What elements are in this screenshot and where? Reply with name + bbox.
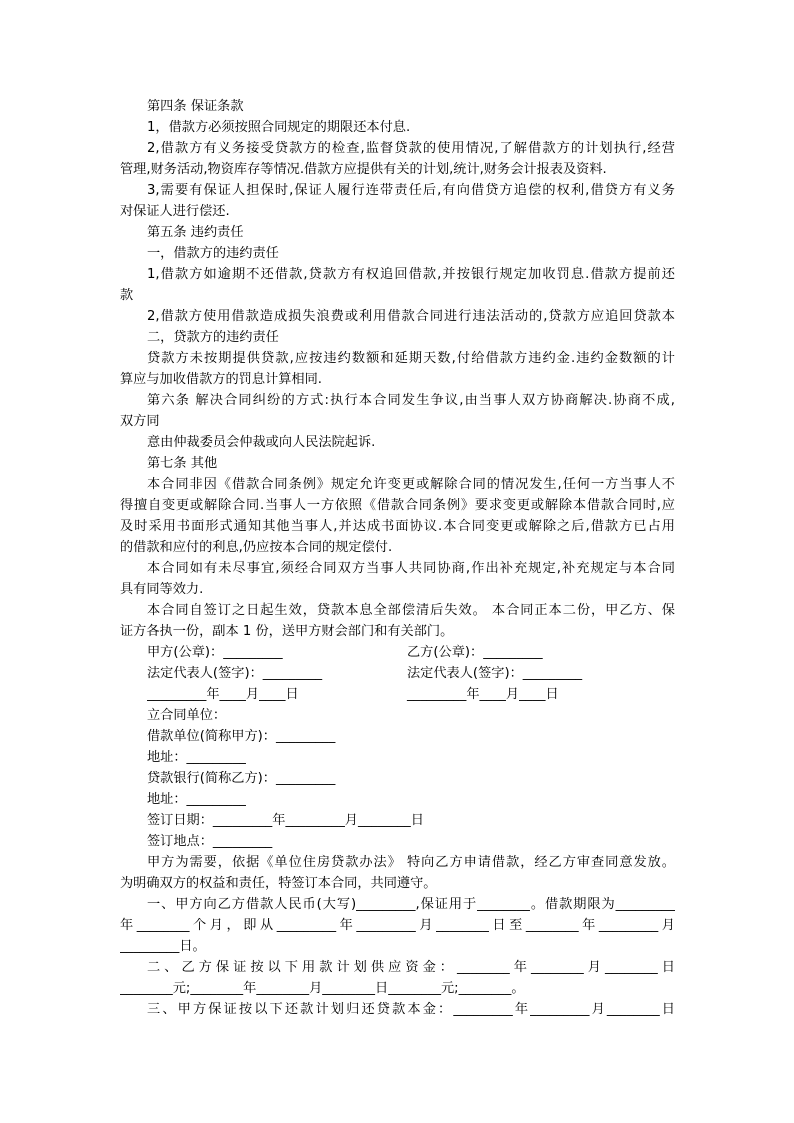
clause-3-line: 三、甲方保证按以下还款计划归还贷款本金：_________年_________月________日 [147,1002,675,1017]
paragraph-line: 及时采用书面形式通知其他当事人,并达成书面协议.本合同变更或解除之后,借款方已占用 [120,519,675,534]
article-6-heading: 第六条 解决合同纠纷的方式:执行本合同发生争议,由当事人双方协商解决.协商不成, [147,393,675,408]
party-a-representative-field: 法定代表人(签字)：_________ [147,666,323,681]
paragraph-line: 1,借款方如逾期不还借款,贷款方有权追回借款,并按银行规定加收罚息.借款方提前还 [147,267,675,282]
paragraph-line: 1，借款方必须按照合同规定的期限还本付息. [147,120,411,135]
paragraph-line: 双方同 [120,414,160,429]
address-field: 地址：_________ [147,792,246,807]
paragraph-line: 甲方为需要，依据《单位住房贷款办法》 特向乙方申请借款，经乙方审查同意发放。 [147,855,675,870]
signing-place-field: 签订地点：_________ [147,834,273,849]
paragraph-line: 3,需要有保证人担保时,保证人履行连带责任后,有向借贷方追偿的权利,借贷方有义务 [147,183,675,198]
paragraph-line: 得擅自变更或解除合同.当事人一方依照《借款合同条例》要求变更或解除本借款合同时,应 [120,498,675,513]
paragraph-line: 贷款方未按期提供贷款,应按违约数额和延期天数,付给借款方违约金.违约金数额的计 [147,351,675,366]
lender-field: 贷款银行(简称乙方)：_________ [147,771,336,786]
paragraph-line: 算应与加收借款方的罚息计算相同. [120,372,323,387]
article-5-heading: 第五条 违约责任 [147,225,244,240]
contract-units-heading: 立合同单位： [147,708,227,723]
section-heading: 一，借款方的违约责任 [147,246,279,261]
signing-date-field: 签订日期：_________年_________月________日 [147,813,424,828]
paragraph-line: 2,借款方使用借款造成损失浪费或利用借款合同进行违法活动的,贷款方应追回贷款本 [147,309,675,324]
clause-1-line: 一、甲方向乙方借款人民币(大写)_________,保证用于________。借款期限为_________ [147,897,675,912]
paragraph-line: 本合同如有未尽事宜,须经合同双方当事人共同协商,作出补充规定,补充规定与本合同 [147,561,675,576]
address-field: 地址：_________ [147,750,246,765]
party-b-date-field: _________年____月____日 [407,687,559,702]
party-a-date-field: _________年____月____日 [147,687,299,702]
paragraph-line: 具有同等效力. [120,582,204,597]
section-heading: 二，贷款方的违约责任 [147,330,279,345]
clause-2-line: 二、乙方保证按以下用款计划供应资金：________年________月________日 [147,960,675,975]
paragraph-line: 的借款和应付的利息,仍应按本合同的规定偿付. [120,540,393,555]
paragraph-line: 款 [120,288,134,303]
paragraph-line: 2,借款方有义务接受贷款方的检查,监督贷款的使用情况,了解借款方的计划执行,经营 [147,141,675,156]
article-7-heading: 第七条 其他 [147,456,218,471]
paragraph-line: 意由仲裁委员会仲裁或向人民法院起诉. [147,435,376,450]
article-4-heading: 第四条 保证条款 [147,99,244,114]
party-b-representative-field: 法定代表人(签字)：_________ [407,666,583,681]
clause-2-line: ________元;________年________月________日________元;________。 [120,981,525,996]
paragraph-line: 为明确双方的权益和责任，特签订本合同，共同遵守。 [120,876,437,891]
party-a-seal-field: 甲方(公章)：_________ [147,645,283,660]
paragraph-line: 本合同自签订之日起生效，贷款本息全部偿清后失效。 本合同正本二份，甲乙方、保 [147,603,675,618]
paragraph-line: 对保证人进行偿还. [120,204,230,219]
party-b-seal-field: 乙方(公章)：_________ [407,645,543,660]
borrower-field: 借款单位(简称甲方)：_________ [147,729,336,744]
paragraph-line: 管理,财务活动,物资库存等情况.借款方应提供有关的计划,统计,财务会计报表及资料. [120,162,607,177]
clause-1-line: _________日。 [120,939,206,954]
paragraph-line: 本合同非因《借款合同条例》规定允许变更或解除合同的情况发生,任何一方当事人不 [147,477,675,492]
clause-1-line: 年________个月，即从_________年_________月________日至________年_________月 [120,918,675,933]
paragraph-line: 证方各执一份，副本 1 份，送甲方财会部门和有关部门。 [120,624,454,639]
